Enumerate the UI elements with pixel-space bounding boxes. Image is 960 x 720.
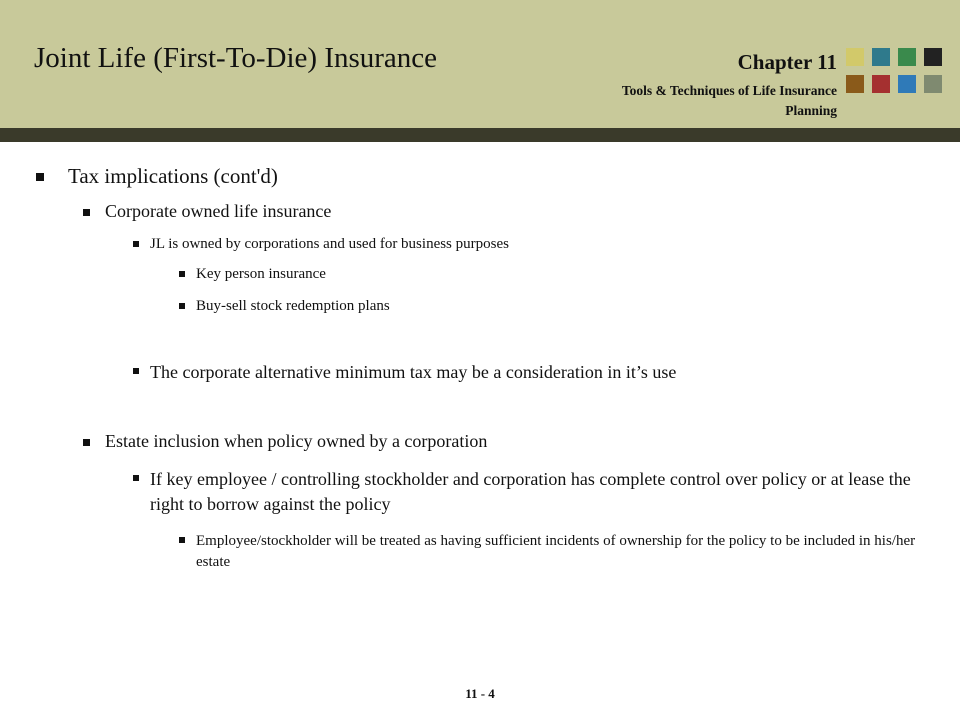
square-bullet-icon (179, 271, 185, 277)
square-bullet-icon (83, 209, 90, 216)
bullet-tax-implications (36, 164, 278, 189)
chapter-subtitle: Tools & Techniques of Life Insurance Planning (621, 83, 837, 118)
bullet-text: Employee/stockholder will be treated as having sufficient incidents of ownership for the policy to be included in his/her estate (196, 533, 916, 570)
bullet-text: The corporate alternative minimum tax may be a consideration in it’s use (150, 362, 677, 382)
square-bullet-icon (133, 475, 139, 481)
bullet-text: If key employee / controlling stockholder and corporation has complete control over policy or at lease the right to borrow against the policy (150, 469, 911, 514)
square-bullet-icon (133, 368, 139, 374)
bullet-estate-inclusion (83, 431, 487, 452)
slide-title: Joint Life (First-To-Die) Insurance (34, 42, 438, 74)
square-bullet-icon (36, 173, 44, 181)
square-bullet-icon (179, 303, 185, 309)
bullet-employee-stockholder (179, 531, 939, 573)
bullet-buy-sell (179, 297, 390, 316)
bullet-text: Estate inclusion when policy owned by a corporation (105, 431, 488, 451)
square-bullet-icon (83, 439, 90, 446)
square-bullet-icon (133, 241, 139, 247)
chapter-label: Chapter 11 (737, 50, 837, 74)
bullet-text: Key person insurance (196, 266, 326, 282)
bullet-text: Buy-sell stock redemption plans (196, 298, 390, 314)
bullet-key-employee (133, 467, 923, 517)
bullet-amt (133, 360, 676, 385)
bullet-corporate-owned (83, 201, 331, 222)
bullet-jl-owned (133, 235, 509, 254)
bullet-text: Corporate owned life insurance (105, 201, 332, 221)
bullet-key-person (179, 265, 326, 284)
bullet-text: Tax implications (cont'd) (68, 164, 278, 188)
bullet-text: JL is owned by corporations and used for business purposes (150, 236, 509, 252)
square-bullet-icon (179, 537, 185, 543)
page-number: 11 - 4 (465, 686, 495, 701)
